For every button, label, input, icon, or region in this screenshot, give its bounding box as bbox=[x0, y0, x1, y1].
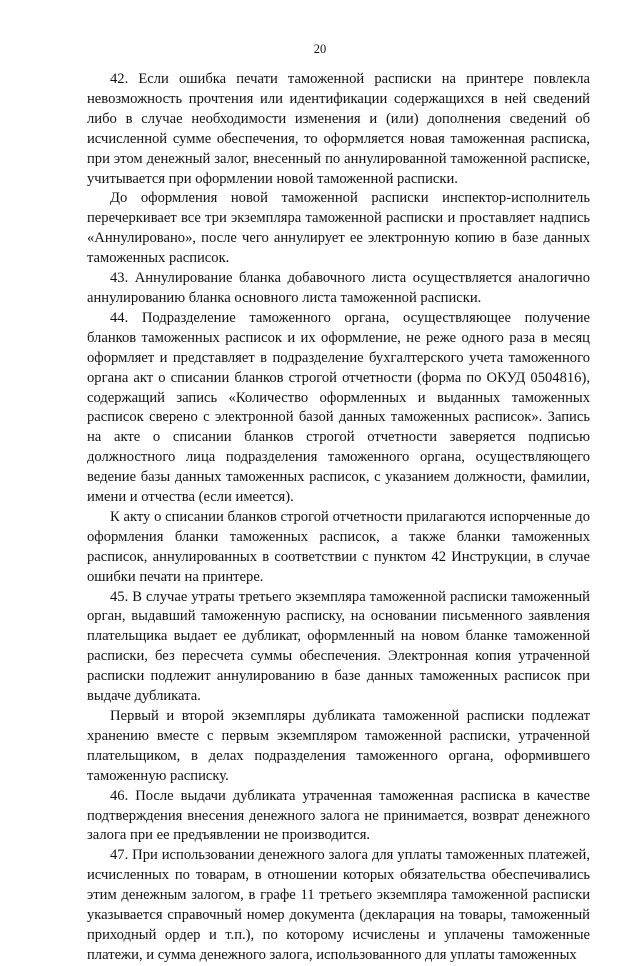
paragraph-45-continuation: Первый и второй экземпляры дубликата таможенной расписки подлежат хранению вместе с первым экземпляром таможенной расписки, утраченной плательщиком, в делах подразделения таможенного органа, оформившего таможенную расписку. bbox=[87, 708, 590, 784]
paragraph-43: 43. Аннулирование бланка добавочного листа осуществляется аналогично аннулированию бланка основного листа таможенной расписки. bbox=[87, 270, 590, 306]
paragraph-42: 42. Если ошибка печати таможенной расписки на принтере повлекла невозможность прочтения или идентификации содержащихся в ней сведений либо в случае необходимости изменения и (или) дополнения сведений об исчисленной сумме обеспечения, то оформляется новая таможенная расписка, при этом денежный залог, внесенный по аннулированной таможенной расписке, учитывается при оформлении новой таможенной расписки. bbox=[87, 71, 590, 187]
paragraph-46: 46. После выдачи дубликата утраченная таможенная расписка в качестве подтверждения внесения денежного залога не принимается, возврат денежного залога при ее предъявлении не производится. bbox=[87, 787, 590, 844]
paragraph-45: 45. В случае утраты третьего экземпляра таможенной расписки таможенный орган, выдавший таможенную расписку, на основании письменного заявления плательщика выдает ее дубликат, оформленный на новом бланке таможенной расписки, без пересчета суммы обеспечения. Электронная копия утраченной расписки подлежит аннулированию в базе данных таможенных расписок при выдаче дубликата. bbox=[87, 588, 590, 705]
paragraph-47: 47. При использовании денежного залога для уплаты таможенных платежей, исчисленных по товарам, в отношении которых обязательства обеспечивались этим денежным залогом, в графе 11 третьего экземпляра таможенной расписки указывается справочный номер документа (декларация на товары, таможенный приходный ордер и т.п.), по которому исчислены и уплачены таможенные платежи, и сумма денежного залога, использованного для уплаты таможенных bbox=[87, 847, 590, 963]
page-number: 20 bbox=[313, 42, 327, 56]
paragraph-42-continuation: До оформления новой таможенной расписки инспектор-исполнитель перечеркивает все три экземпляра таможенной расписки и проставляет надпись «Аннулировано», после чего аннулирует ее электронную копию в базе данных таможенных расписок. bbox=[87, 190, 590, 267]
paragraph-44: 44. Подразделение таможенного органа, осуществляющее получение бланков таможенных расписок и их оформление, не реже одного раза в месяц оформляет и представляет в подразделение бухгалтерского учета таможенного органа акт о списании бланков строгой отчетности (форма по ОКУД 0504816), содержащий запись «Количество оформленных и выданных таможенных расписок сверено с электронной базой данных таможенных расписок». Запись на акте о списании бланков строгой отчетности заверяется подписью должностного лица подразделения таможенного органа, осуществляющего ведение базы данных таможенных расписок, с указанием должности, фамилии, имени и отчества (если имеется). bbox=[87, 309, 590, 506]
document-body bbox=[87, 70, 590, 966]
paragraph-44-continuation: К акту о списании бланков строгой отчетности прилагаются испорченные до оформления бланки таможенных расписок, а также бланки таможенных расписок, аннулированных в соответствии с пунктом 42 Инструкции, в случае ошибки печати на принтере. bbox=[87, 508, 590, 585]
